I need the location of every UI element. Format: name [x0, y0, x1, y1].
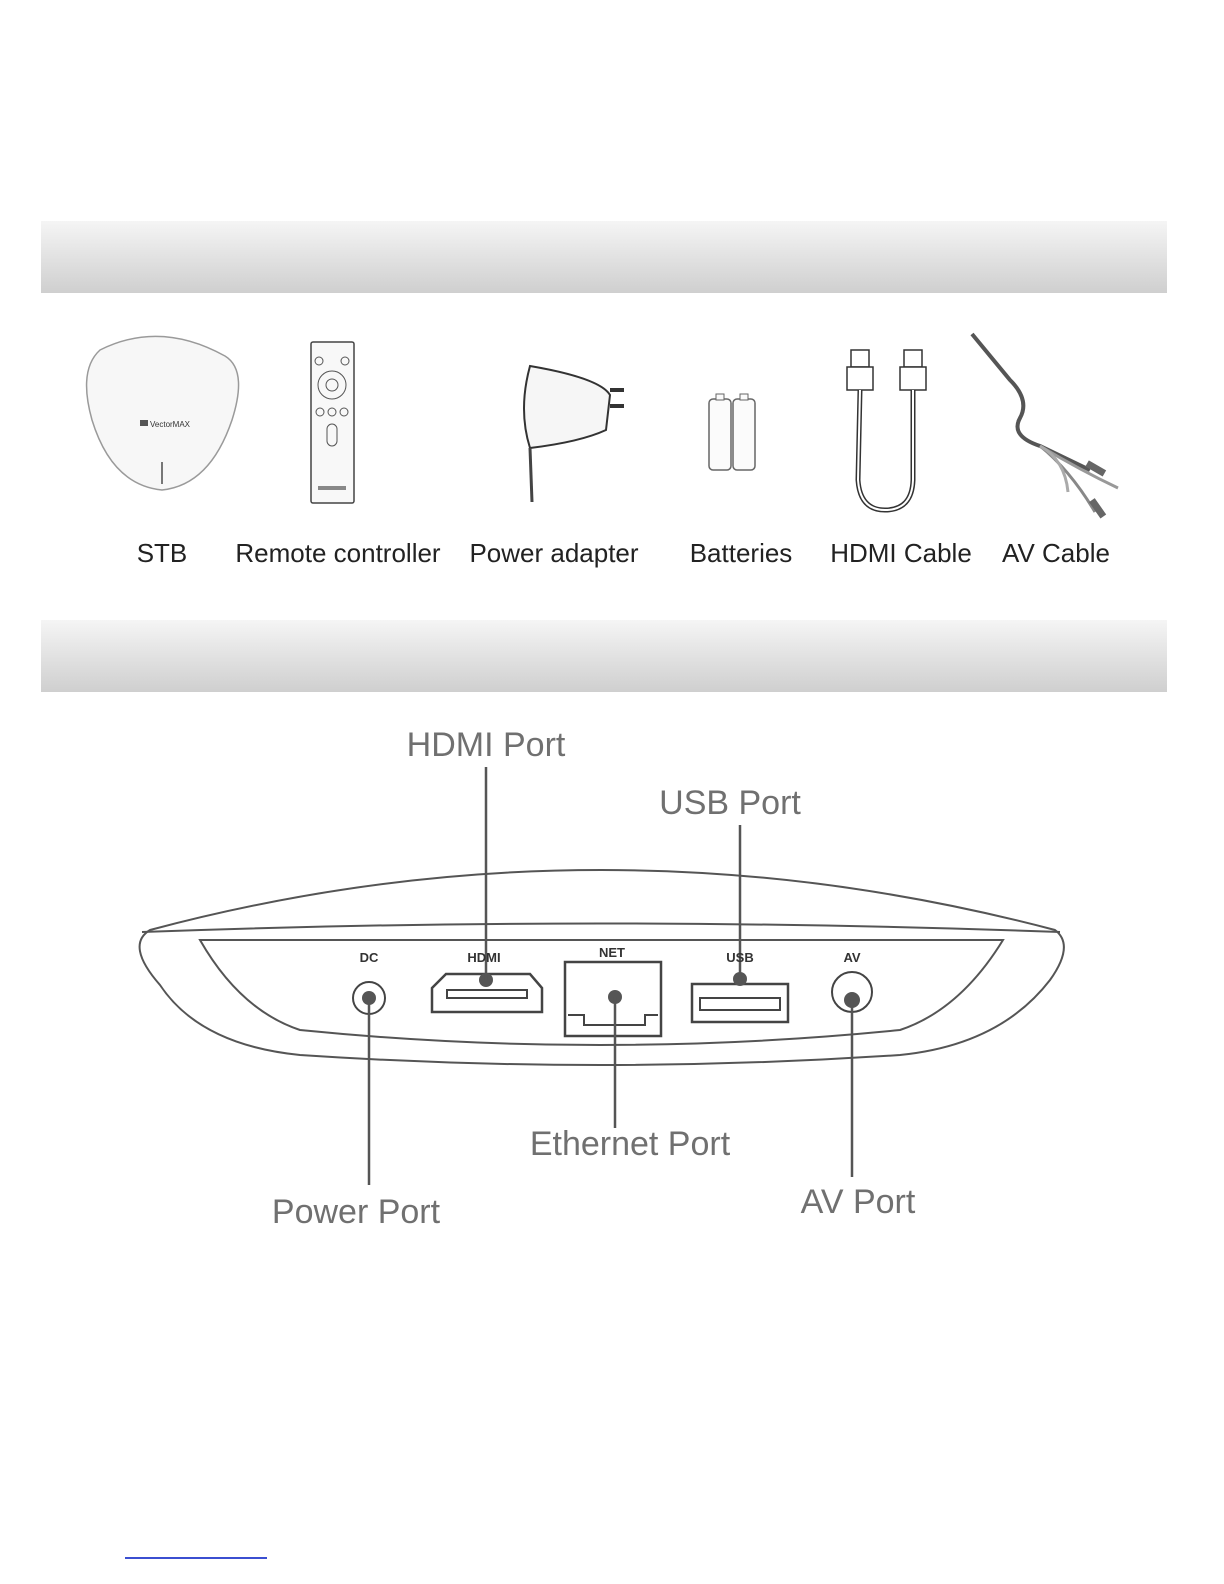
callout-usb-port: USB Port [659, 784, 801, 822]
batteries-image [709, 394, 755, 470]
stb-image [87, 336, 239, 490]
panel-label-usb: USB [726, 950, 754, 965]
power-adapter-image [524, 366, 624, 502]
av-cable-image [972, 334, 1118, 518]
callout-hdmi-port: HDMI Port [406, 726, 566, 764]
panel-label-dc: DC [359, 950, 379, 965]
item-label-av-cable: AV Cable [1002, 538, 1110, 568]
item-label-remote: Remote controller [235, 538, 441, 568]
hdmi-cable-image [847, 350, 926, 510]
callout-power-port: Power Port [271, 1193, 441, 1231]
stb-rear-panel [140, 767, 1064, 1185]
item-label-batteries: Batteries [689, 538, 793, 568]
stb-brand-text: VectorMAX [150, 420, 191, 429]
callout-av-port: AV Port [800, 1183, 916, 1221]
item-label-stb: STB [136, 538, 188, 568]
panel-label-hdmi: HDMI [467, 950, 501, 965]
item-label-hdmi-cable: HDMI Cable [830, 538, 972, 568]
remote-image [311, 342, 354, 503]
footer-link-underline[interactable] [125, 1557, 267, 1559]
callout-ethernet-port: Ethernet Port [529, 1125, 731, 1163]
panel-label-av: AV [843, 950, 861, 965]
item-label-adapter: Power adapter [469, 538, 639, 568]
panel-label-net: NET [599, 945, 625, 960]
